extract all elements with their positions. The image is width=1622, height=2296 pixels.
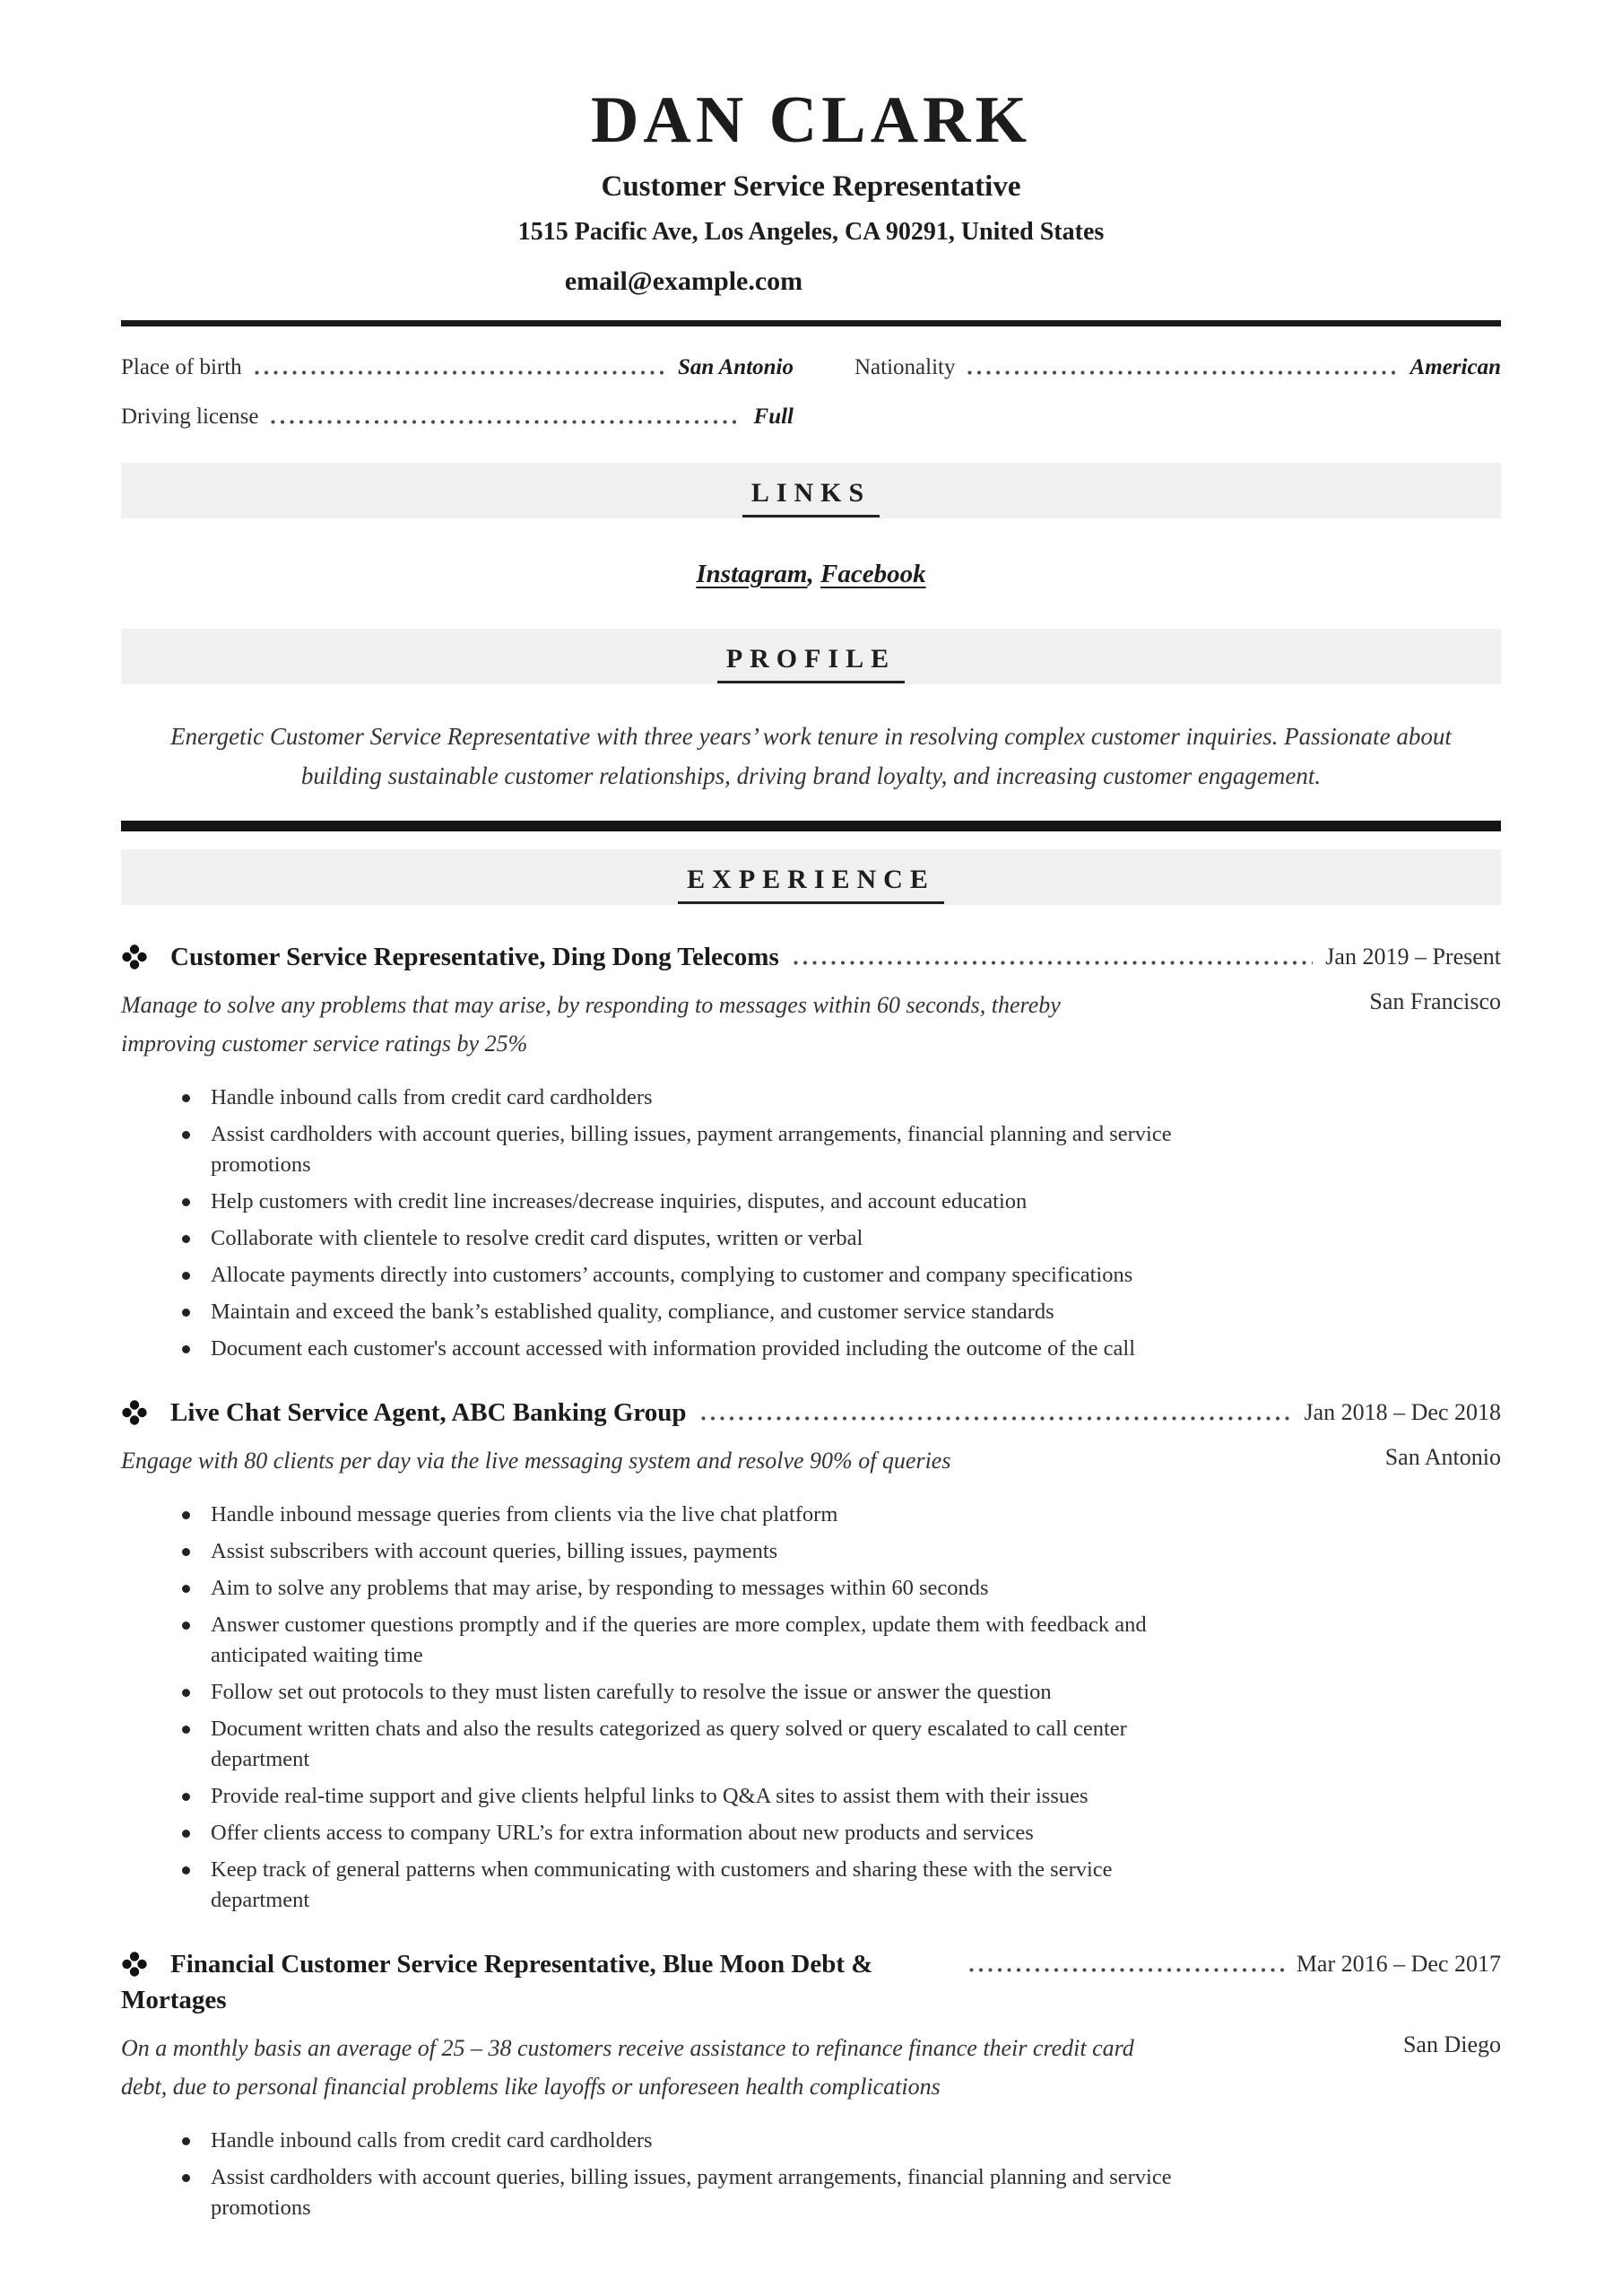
job-subheader	[121, 2029, 1501, 2106]
job-location: San Diego	[1402, 2031, 1501, 2057]
field-label: Place of birth	[121, 354, 242, 379]
job-dates: Mar 2016 – Dec 2017	[1296, 1950, 1501, 1977]
header-divider	[121, 320, 1501, 326]
bullet-item: Handle inbound calls from credit card cardholders	[180, 1083, 1184, 1113]
bullet-item: Provide real-time support and give clients helpful links to Q&A sites to assist them with their issues	[180, 1781, 1184, 1812]
dotted-leader	[794, 961, 1314, 965]
job	[121, 1395, 1501, 1916]
dotted-leader	[255, 370, 664, 375]
bullet-item: Collaborate with clientele to resolve credit card disputes, written or verbal	[180, 1223, 1184, 1254]
detail-field	[121, 352, 794, 383]
address-line: 1515 Pacific Ave, Los Angeles, CA 90291, United States	[517, 217, 1105, 246]
links-line	[121, 560, 1501, 589]
bullet-item: Allocate payments directly into customers’ accounts, complying to customer and company specifications	[180, 1260, 1184, 1291]
four-dot-diamond-icon	[121, 944, 148, 970]
job-header	[121, 1946, 1501, 2018]
bullet-item: Document written chats and also the results categorized as query solved or query escalated to call center department	[180, 1714, 1184, 1775]
job-summary: Engage with 80 clients per day via the live messaging system and resolve 90% of queries	[121, 1447, 951, 1474]
job-title: Financial Customer Service Representative, Blue Moon Debt & Mortages	[121, 1949, 873, 2014]
job-summary: On a monthly basis an average of 25 – 38 customers receive assistance to refinance finance their credit card debt, due to personal financial problems like layoffs or unforeseen health complications	[121, 2034, 1134, 2100]
link-facebook[interactable]: Facebook	[820, 559, 926, 588]
field-label: Nationality	[854, 354, 956, 379]
job-location: San Antonio	[1384, 1443, 1501, 1470]
job	[121, 939, 1501, 1364]
field-value: American	[1409, 354, 1501, 379]
bullet-item: Follow set out protocols to they must listen carefully to resolve the issue or answer the question	[180, 1677, 1184, 1708]
profile-heading: PROFILE	[717, 644, 905, 683]
dotted-leader	[969, 1968, 1284, 1972]
dotted-leader	[967, 370, 1395, 375]
bullet-item: Handle inbound calls from credit card cardholders	[180, 2126, 1184, 2156]
bullet-item: Assist cardholders with account queries, billing issues, payment arrangements, financial planning and service promotions	[180, 1119, 1184, 1180]
job-summary: Manage to solve any problems that may arise, by responding to messages within 60 seconds, thereby improving customer service ratings by 25%	[121, 991, 1061, 1057]
job-dates: Jan 2018 – Dec 2018	[1304, 1398, 1501, 1425]
field-value: Full	[753, 404, 794, 429]
bullet-item: Handle inbound message queries from clients via the live chat platform	[180, 1500, 1184, 1530]
links-separator: ,	[807, 559, 820, 588]
email-text: email@example.com	[564, 265, 803, 296]
details-grid	[121, 352, 1501, 432]
experience-heading: EXPERIENCE	[678, 865, 944, 904]
job-title: Customer Service Representative, Ding Dong Telecoms	[170, 942, 779, 971]
job-header	[121, 939, 1501, 975]
four-dot-diamond-icon	[121, 1399, 148, 1426]
job-bullets	[180, 1500, 1501, 1916]
name-heading: DAN CLARK	[590, 83, 1032, 157]
detail-field	[121, 401, 794, 432]
job-subheader	[121, 1441, 1501, 1480]
bullet-item: Help customers with credit line increases/decrease inquiries, disputes, and account education	[180, 1187, 1184, 1217]
bullet-item: Offer clients access to company URL’s for extra information about new products and services	[180, 1818, 1184, 1848]
link-instagram[interactable]: Instagram	[696, 559, 808, 588]
job-dates: Jan 2019 – Present	[1325, 943, 1501, 970]
field-label: Driving license	[121, 404, 259, 429]
bullet-item: Maintain and exceed the bank’s established quality, compliance, and customer service standards	[180, 1297, 1184, 1327]
experience-band	[121, 849, 1501, 905]
job	[121, 1946, 1501, 2223]
bullet-item: Document each customer's account accessed with information provided including the outcome of the call	[180, 1334, 1184, 1364]
bullet-item: Answer customer questions promptly and if the queries are more complex, update them with feedback and anticipated waiting time	[180, 1610, 1184, 1671]
four-dot-diamond-icon	[121, 1951, 148, 1978]
job-bullets	[180, 2126, 1501, 2223]
job-subheader	[121, 986, 1501, 1063]
jobs-list	[121, 939, 1501, 2223]
job-location: San Francisco	[1369, 987, 1501, 1014]
links-heading: LINKS	[742, 478, 880, 517]
job-header	[121, 1395, 1501, 1431]
bullet-item: Keep track of general patterns when communicating with customers and sharing these with the service department	[180, 1855, 1184, 1916]
job-bullets	[180, 1083, 1501, 1364]
profile-band	[121, 629, 1501, 684]
field-value: San Antonio	[677, 354, 794, 379]
dotted-leader	[271, 420, 739, 424]
links-band	[121, 463, 1501, 518]
role-subtitle: Customer Service Representative	[601, 170, 1021, 203]
detail-field	[854, 352, 1501, 383]
bullet-item: Aim to solve any problems that may arise, by responding to messages within 60 seconds	[180, 1573, 1184, 1604]
bullet-item: Assist subscribers with account queries, billing issues, payments	[180, 1536, 1184, 1567]
dotted-leader	[701, 1416, 1292, 1421]
job-title: Live Chat Service Agent, ABC Banking Group	[170, 1397, 687, 1427]
profile-text: Energetic Customer Service Representative with three years’ work tenure in resolving complex customer inquiries. Passionate about building sustainable customer relationships, driving brand loyalty, and increasing customer engagement.	[170, 722, 1452, 789]
bullet-item: Assist cardholders with account queries, billing issues, payment arrangements, financial planning and service promotions	[180, 2162, 1184, 2223]
section-divider	[121, 821, 1501, 831]
